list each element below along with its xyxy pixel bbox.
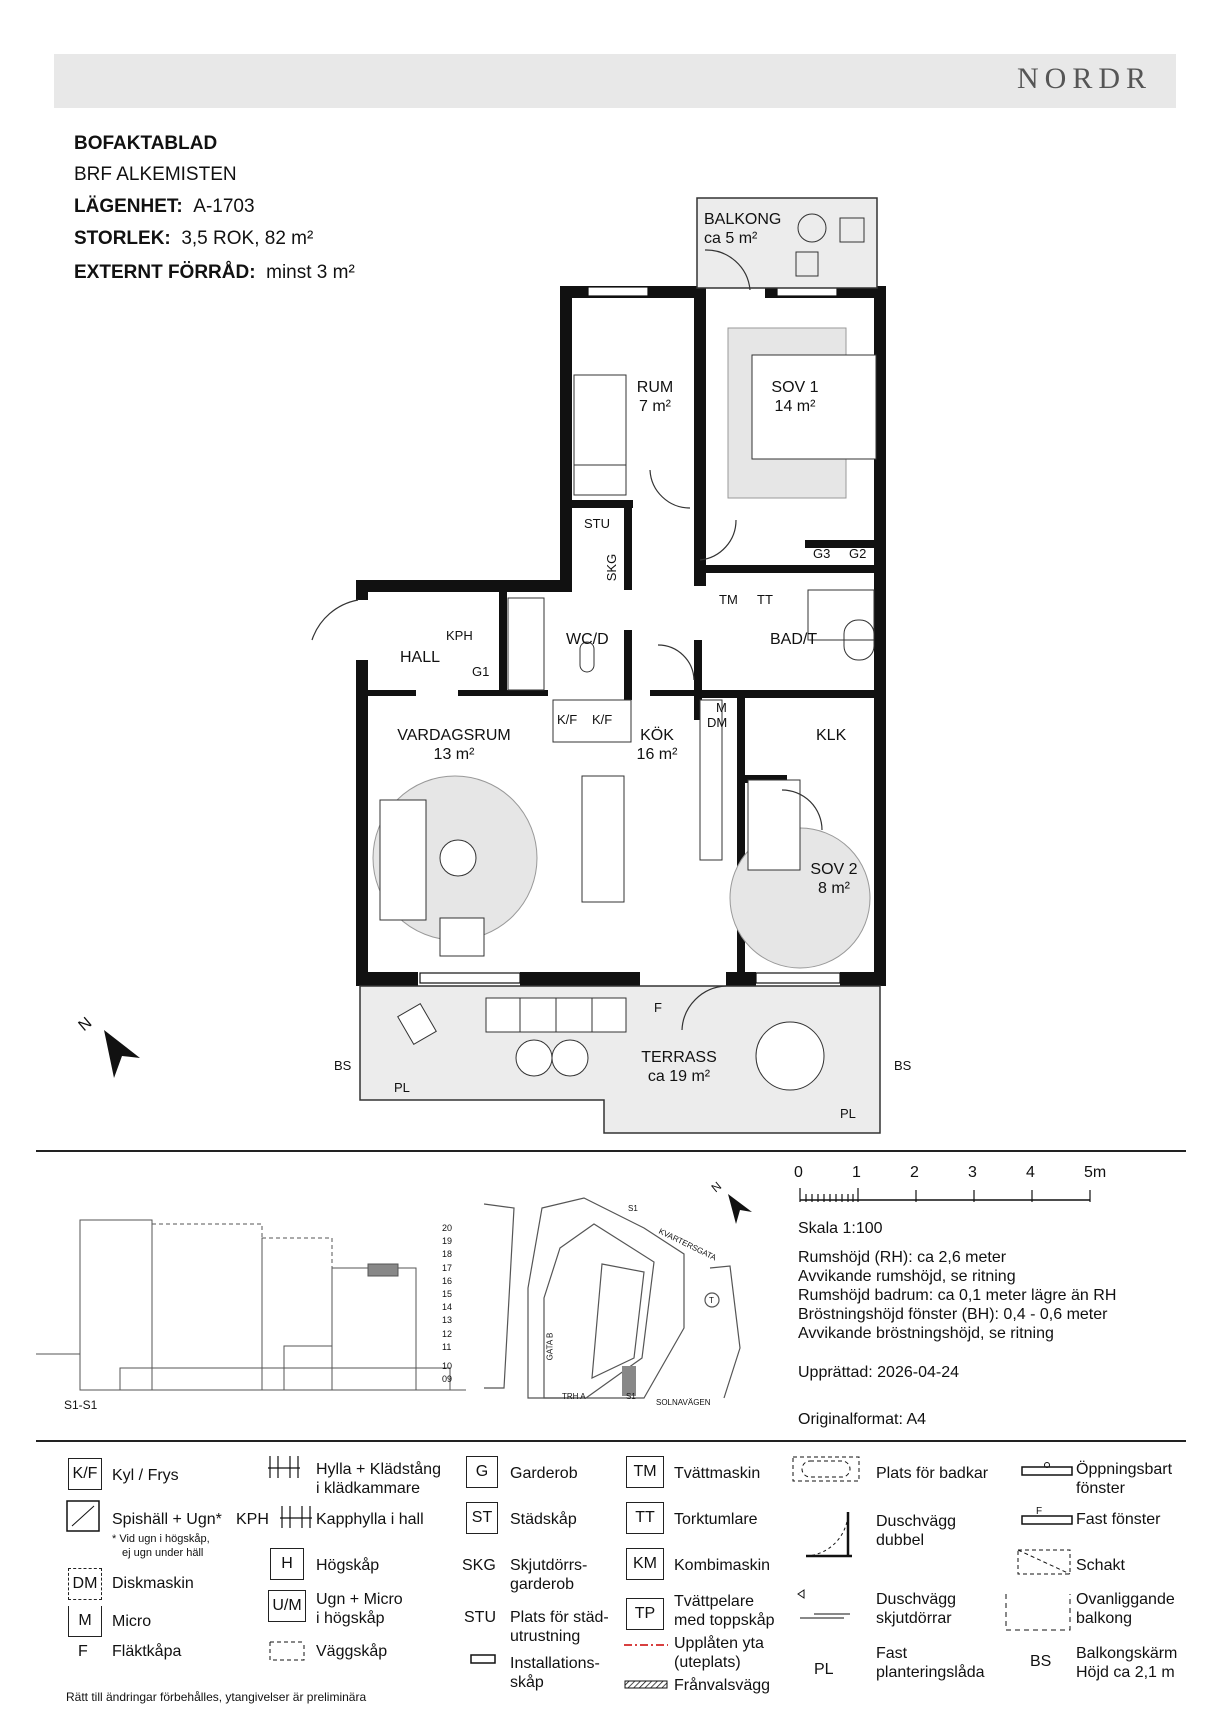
legend-shelf-icon <box>268 1456 302 1480</box>
floor-number: 14 <box>442 1302 453 1313</box>
legend-shelf-2: i klädkammare <box>316 1480 421 1497</box>
legend-m: Micro <box>112 1613 152 1630</box>
m-label: M <box>716 700 727 715</box>
kph-label: KPH <box>446 628 473 643</box>
legend-kf-symbol: K/F <box>68 1458 102 1490</box>
legend-shower-double-1: Duschvägg <box>876 1513 957 1530</box>
apartment-label: LÄGENHET: <box>74 196 183 217</box>
floor-number: 19 <box>442 1236 453 1247</box>
legend-opening-window-2: fönster <box>1076 1480 1125 1497</box>
original-format: Originalformat: A4 <box>798 1411 927 1428</box>
legend-installation-2: skåp <box>510 1674 544 1691</box>
street-kvartersgata: KVARTERSGATA <box>657 1226 718 1263</box>
g1-label: G1 <box>472 664 490 679</box>
legend-wall-cabinet: Väggskåp <box>316 1643 388 1660</box>
legend-balcony-above-icon <box>1004 1592 1074 1634</box>
street-gata-b: GATA B <box>545 1332 555 1361</box>
kok-label: KÖK 16 m² <box>636 727 678 763</box>
terrass-label: TERRASS ca 19 m² <box>641 1049 717 1085</box>
size-label: STORLEK: <box>74 228 171 249</box>
legend-opening-window-icon <box>1020 1462 1076 1478</box>
legend-kf: Kyl / Frys <box>112 1467 179 1484</box>
legend-leased-area-2: (uteplats) <box>674 1654 741 1671</box>
footnote: Rätt till ändringar förbehålles, ytangivelser är preliminära <box>66 1690 367 1704</box>
bs-left-label: BS <box>334 1058 352 1073</box>
legend-um-1: Ugn + Micro <box>316 1591 403 1608</box>
floor-number: 18 <box>442 1249 453 1260</box>
legend-g-symbol: G <box>466 1456 498 1488</box>
legend-shower-sliding-1: Duschvägg <box>876 1591 957 1608</box>
legend-stu-1: Plats för städ- <box>510 1609 609 1626</box>
kf-label-1: K/F <box>557 712 578 727</box>
legend-tm: Tvättmaskin <box>674 1465 761 1482</box>
legend-fixed-window-icon <box>1020 1514 1076 1526</box>
storage-value: minst 3 m² <box>266 262 355 283</box>
legend-tt-symbol: TT <box>626 1502 664 1534</box>
floor-number: 20 <box>442 1223 453 1233</box>
stu-label: STU <box>584 516 610 531</box>
legend-skg-2: garderob <box>510 1576 575 1593</box>
legend-tt: Torktumlare <box>674 1511 758 1528</box>
bs-right-label: BS <box>894 1058 912 1073</box>
section-drawing <box>36 1196 466 1396</box>
scale-tick-label: 4 <box>1026 1164 1035 1181</box>
pl-left-label: PL <box>394 1080 410 1095</box>
street-solnavagen: SOLNAVÄGEN <box>656 1398 711 1407</box>
legend-optout-wall: Frånvalsvägg <box>674 1677 771 1694</box>
legend-m-symbol: M <box>68 1606 102 1637</box>
created-date: Upprättad: 2026-04-24 <box>798 1364 959 1381</box>
legend-optout-wall-icon <box>624 1680 668 1690</box>
scale-tick-label: 1 <box>852 1164 861 1181</box>
siteplan-compass-n: N <box>708 1178 725 1196</box>
scale-value: Skala 1:100 <box>798 1220 883 1237</box>
legend-tp-1: Tvättpelare <box>674 1593 755 1610</box>
legend-h: Högskåp <box>316 1557 380 1574</box>
brf-name: BRF ALKEMISTEN <box>74 164 237 185</box>
scale-tick-label: 3 <box>968 1164 977 1181</box>
size-value: 3,5 ROK, 82 m² <box>181 228 314 249</box>
legend-kph-symbol: KPH <box>236 1511 269 1528</box>
legend-shaft-icon <box>1016 1548 1074 1578</box>
nordr-logo: NORDR <box>1016 62 1152 95</box>
section-marker-top: S1 <box>628 1204 638 1213</box>
floor-number: 15 <box>442 1289 453 1300</box>
legend-kph: Kapphylla i hall <box>316 1511 424 1528</box>
scale-tick-label: 5m <box>1084 1164 1107 1181</box>
scale-tick-label: 2 <box>910 1164 919 1181</box>
separator-legend <box>36 1440 1186 1442</box>
floor-number: 12 <box>442 1328 453 1339</box>
skg-label: SKG <box>604 553 620 582</box>
legend-pl-symbol: PL <box>814 1661 834 1678</box>
fixed-window-label: F <box>654 1000 662 1015</box>
legend-skg-1: Skjutdörrs- <box>510 1557 588 1574</box>
floor-number: 16 <box>442 1275 453 1286</box>
dm-label: DM <box>707 715 728 730</box>
sov2-label: SOV 2 8 m² <box>810 861 858 897</box>
legend-skg-symbol: SKG <box>462 1557 496 1574</box>
badt-label: BAD/T <box>770 631 818 648</box>
legend-um-symbol: U/M <box>268 1590 306 1622</box>
sill-height: Bröstningshöjd fönster (BH): 0,4 - 0,6 meter <box>798 1306 1108 1323</box>
scale-tick-labels <box>794 1164 1114 1184</box>
legend-f: Fläktkåpa <box>112 1643 182 1660</box>
legend-st: Städskåp <box>510 1511 577 1528</box>
legend-pl-2: planteringslåda <box>876 1664 985 1681</box>
siteplan-compass-arrow-icon <box>726 1192 756 1226</box>
tm-label: TM <box>719 592 738 607</box>
legend-bathtub: Plats för badkar <box>876 1465 989 1482</box>
legend-fixed-window-symbol: F <box>1036 1506 1043 1517</box>
legend-shaft: Schakt <box>1076 1557 1125 1574</box>
street-trh-a: TRH A <box>562 1392 586 1401</box>
legend-shelf-1: Hylla + Klädstång <box>316 1461 441 1478</box>
scale-tick-label: 0 <box>794 1164 803 1181</box>
g2-label: G2 <box>849 546 867 561</box>
bath-room-height: Rumshöjd badrum: ca 0,1 meter lägre än RH <box>798 1287 1117 1304</box>
section-marker-bottom: S1 <box>626 1392 636 1401</box>
sheet-title: BOFAKTABLAD <box>74 133 218 154</box>
legend-bs-2: Höjd ca 2,1 m <box>1076 1664 1175 1681</box>
g3-label: G3 <box>813 546 831 561</box>
legend-stu-symbol: STU <box>464 1609 496 1626</box>
legend-tp-2: med toppskåp <box>674 1612 775 1629</box>
legend-shower-double-2: dubbel <box>876 1532 925 1549</box>
hall-label: HALL <box>400 649 441 666</box>
legend-leased-area-1: Upplåten yta <box>674 1635 764 1652</box>
legend-fixed-window: Fast fönster <box>1076 1511 1161 1528</box>
klk-label: KLK <box>816 727 847 744</box>
compass-arrow-icon <box>100 1028 148 1084</box>
legend-st-symbol: ST <box>466 1502 498 1534</box>
legend-installation-1: Installations- <box>510 1655 600 1672</box>
kf-label-2: K/F <box>592 712 613 727</box>
vardagsrum-label: VARDAGSRUM 13 m² <box>397 727 511 763</box>
rum-label: RUM 7 m² <box>636 379 674 415</box>
legend-stu-2: utrustning <box>510 1628 581 1645</box>
floor-number: 11 <box>442 1341 452 1352</box>
legend-balcony-above-1: Ovanliggande <box>1076 1591 1175 1608</box>
floor-number: 13 <box>442 1315 453 1326</box>
wcd-label: WC/D <box>566 631 609 648</box>
legend-coat-shelf-icon <box>280 1506 314 1530</box>
legend-dm: Diskmaskin <box>112 1575 194 1592</box>
balkong-label: BALKONG ca 5 m² <box>704 211 782 247</box>
legend-tp-symbol: TP <box>626 1598 664 1630</box>
legend-pl-1: Fast <box>876 1645 908 1662</box>
floor-number: 09 <box>442 1374 453 1385</box>
legend-bs-symbol: BS <box>1030 1653 1052 1670</box>
legend-km: Kombimaskin <box>674 1557 771 1574</box>
legend-stove-icon <box>66 1500 102 1534</box>
legend-wall-cabinet-icon <box>268 1640 306 1662</box>
floor-numbers <box>442 1222 452 1386</box>
legend-g: Garderob <box>510 1465 578 1482</box>
sill-height-deviation: Avvikande bröstningshöjd, se ritning <box>798 1325 1054 1342</box>
legend-stove: Spishäll + Ugn* <box>112 1511 222 1528</box>
legend-shower-double-icon <box>796 1506 856 1566</box>
legend-shower-sliding-icon <box>794 1586 856 1626</box>
legend-bathtub-icon <box>792 1456 862 1484</box>
legend-dm-symbol: DM <box>68 1568 102 1600</box>
legend-h-symbol: H <box>270 1548 304 1580</box>
legend-installation-icon <box>470 1654 498 1666</box>
legend-tm-symbol: TM <box>626 1456 664 1488</box>
legend-um-2: i högskåp <box>316 1610 385 1627</box>
legend-km-symbol: KM <box>626 1548 664 1580</box>
legend-bs-1: Balkongskärm <box>1076 1645 1178 1662</box>
legend-balcony-above-2: balkong <box>1076 1610 1133 1627</box>
legend-f-symbol: F <box>78 1643 88 1660</box>
legend-opening-window-1: Öppningsbart <box>1076 1461 1173 1478</box>
apartment-value: A-1703 <box>193 196 255 217</box>
room-height-deviation: Avvikande rumshöjd, se ritning <box>798 1268 1016 1285</box>
scale-bar <box>798 1186 1098 1204</box>
floor-number: 17 <box>442 1262 453 1273</box>
tt-label: TT <box>757 592 773 607</box>
storage-label: EXTERNT FÖRRÅD: <box>74 262 256 283</box>
room-height: Rumshöjd (RH): ca 2,6 meter <box>798 1249 1007 1266</box>
separator-top <box>36 1150 1186 1152</box>
legend-stove-note-1: * Vid ugn i högskåp, <box>112 1533 210 1545</box>
floor-number: 10 <box>442 1361 453 1372</box>
legend-stove-note-2: ej ugn under häll <box>122 1547 204 1559</box>
legend-shower-sliding-2: skjutdörrar <box>876 1610 952 1627</box>
section-label: S1-S1 <box>64 1398 98 1412</box>
compass-n-label: N <box>75 1014 96 1035</box>
siteplan-t-marker: T <box>709 1296 714 1305</box>
pl-right-label: PL <box>840 1106 856 1121</box>
legend-leased-area-icon <box>624 1642 668 1648</box>
sov1-label: SOV 1 14 m² <box>771 379 819 415</box>
